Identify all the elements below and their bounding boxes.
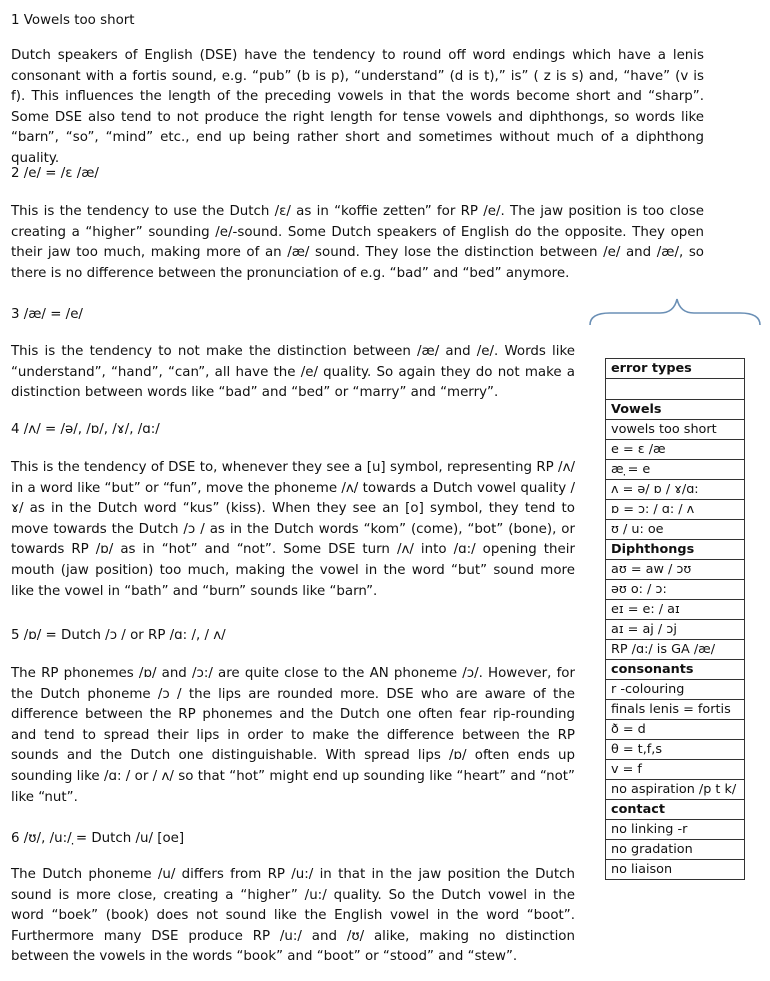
table-row [606,440,745,460]
error-types-table [605,358,745,880]
error-item: RP /ɑ:/ is GA /æ/ [606,640,745,660]
table-row [606,500,745,520]
table-row [606,640,745,660]
section-3-text: This is the tendency to not make the distinction between /æ/ and /e/. Words like “understand”, “hand”, “can”, all have the /e/ quality. So again they do not make a distinction between words like “bad” and “bed” or “marry” and “merry”. [11,344,575,401]
table-row [606,860,745,880]
error-item: r -colouring [606,680,745,700]
error-item: ɒ = ɔ: / ɑ: / ʌ [606,500,745,520]
error-item: aɪ = aj / ɔj [606,620,745,640]
table-row [606,560,745,580]
table-row [606,600,745,620]
table-row [606,420,745,440]
error-item: eɪ = e: / aɪ [606,600,745,620]
table-row [606,740,745,760]
error-item: vowels too short [606,420,745,440]
table-row [606,680,745,700]
table-row [606,400,745,420]
table-row [606,480,745,500]
table-row [606,580,745,600]
section-3-heading: 3 /æ/ = /e/ [11,307,83,322]
error-item: ʌ = ə/ ɒ / ɤ/ɑ: [606,480,745,500]
table-row [606,780,745,800]
error-item: aʊ = aw / ɔʊ [606,560,745,580]
section-4-text: This is the tendency of DSE to, whenever they see a [u] symbol, representing RP /ʌ/ in a word like “but” or “fun”, move the phoneme /ʌ/ towards a Dutch vowel quality /ɤ/ as in the Dutch word “kus” (kiss). When they see an [o] symbol, they tend to move towards the Dutch /ɔ / as in the Dutch words “kom” (come), “bot” (bone), or towards RP /ɒ/ as in “hot” and “not”. Some DSE turn /ʌ/ into /ɑ:/ opening their mouth (jaw position) too much, making the vowel in the word “but” sound more like the vowel in “bath” and “burn” sounds like “barn”. [11,460,575,599]
table-row [606,700,745,720]
table-row [606,620,745,640]
category-contact: contact [606,800,745,820]
error-item: ð = d [606,720,745,740]
section-2-text: This is the tendency to use the Dutch /ɛ/ as in “koffie zetten” for RP /e/. The jaw position is too close creating a “higher” sounding /e/-sound. Some Dutch speakers of English do the opposite. They open their jaw too much, making more of an /æ/ sound. They lose the distinction between /e/ and /æ/, so there is no difference between the pronunciation of e.g. “bad” and “bed” anymore. [11,204,704,281]
error-item: finals lenis = fortis [606,700,745,720]
table-row [606,820,745,840]
error-item: æ ̣= e [606,460,745,480]
error-item: v = f [606,760,745,780]
category-consonants: consonants [606,660,745,680]
table-row [606,460,745,480]
table-row [606,720,745,740]
error-item: no gradation [606,840,745,860]
section-1-heading: 1 Vowels too short [11,13,135,28]
category-diphthongs: Diphthongs [606,540,745,560]
table-row [606,379,745,400]
table-row [606,840,745,860]
error-item: ʊ / u: oe [606,520,745,540]
error-item: e = ɛ /æ [606,440,745,460]
table-row [606,660,745,680]
category-vowels: Vowels [606,400,745,420]
section-6-text: The Dutch phoneme /u/ differs from RP /u:/ in that in the jaw position the Dutch sound is more close, creating a “higher” /u:/ quality. So the Dutch vowel in the word “boek” (book) does not sound like the English vowel in the word “boot”. Furthermore many DSE produce RP /u:/ and /ʊ/ alike, making no distinction between the vowels in the words “book” and “boot” or “stood” and “stew”. [11,867,575,965]
error-types-title: error types [606,359,745,379]
table-row [606,520,745,540]
error-item: no linking -r [606,820,745,840]
table-row [606,800,745,820]
section-6-heading: 6 /ʊ/, /u:/ ̣= Dutch /u/ [oe] [11,831,185,846]
error-item: θ = t,f,s [606,740,745,760]
section-4-heading: 4 /ʌ/ = /ə/, /ɒ/, /ɤ/, /ɑ:/ [11,422,160,437]
table-row [606,359,745,379]
section-2-heading: 2 /e/ = /ɛ /æ/ [11,166,99,181]
section-1-text: Dutch speakers of English (DSE) have the tendency to round off word endings which have a lenis consonant with a fortis sound, e.g. “pub” (b is p), “understand” (d is t),” is” ( z is s) and, “have” (v is f). This influences the length of the preceding vowels in that the words become short and “sharp”. Some DSE also tend to not produce the right length for tense vowels and diphthongs, so words like “barn”, “so”, “mind” etc., end up being rather short and sometimes without much of a diphthong quality. [11,48,704,166]
table-row [606,760,745,780]
empty-cell [606,379,745,400]
error-item: no aspiration /p t k/ [606,780,745,800]
error-item: əʊ o: / ɔ: [606,580,745,600]
curly-brace-icon [588,295,762,329]
section-5-heading: 5 /ɒ/ = Dutch /ɔ / or RP /ɑ: /, / ʌ/ [11,628,226,643]
table-row [606,540,745,560]
error-item: no liaison [606,860,745,880]
section-5-text: The RP phonemes /ɒ/ and /ɔ:/ are quite close to the AN phoneme /ɔ/. However, for the Dutch phoneme /ɔ / the lips are rounded more. DSE who are aware of the difference between the RP phonemes and the Dutch one often fear rip-rounding and tend to spread their lips in order to make the difference between the RP sounds and the Dutch one distinguishable. With spread lips /ɒ/ often ends up sounding like /ɑ: / or / ʌ/ so that “hot” might end up sounding like “heart” and “not” like “nut”. [11,666,575,805]
